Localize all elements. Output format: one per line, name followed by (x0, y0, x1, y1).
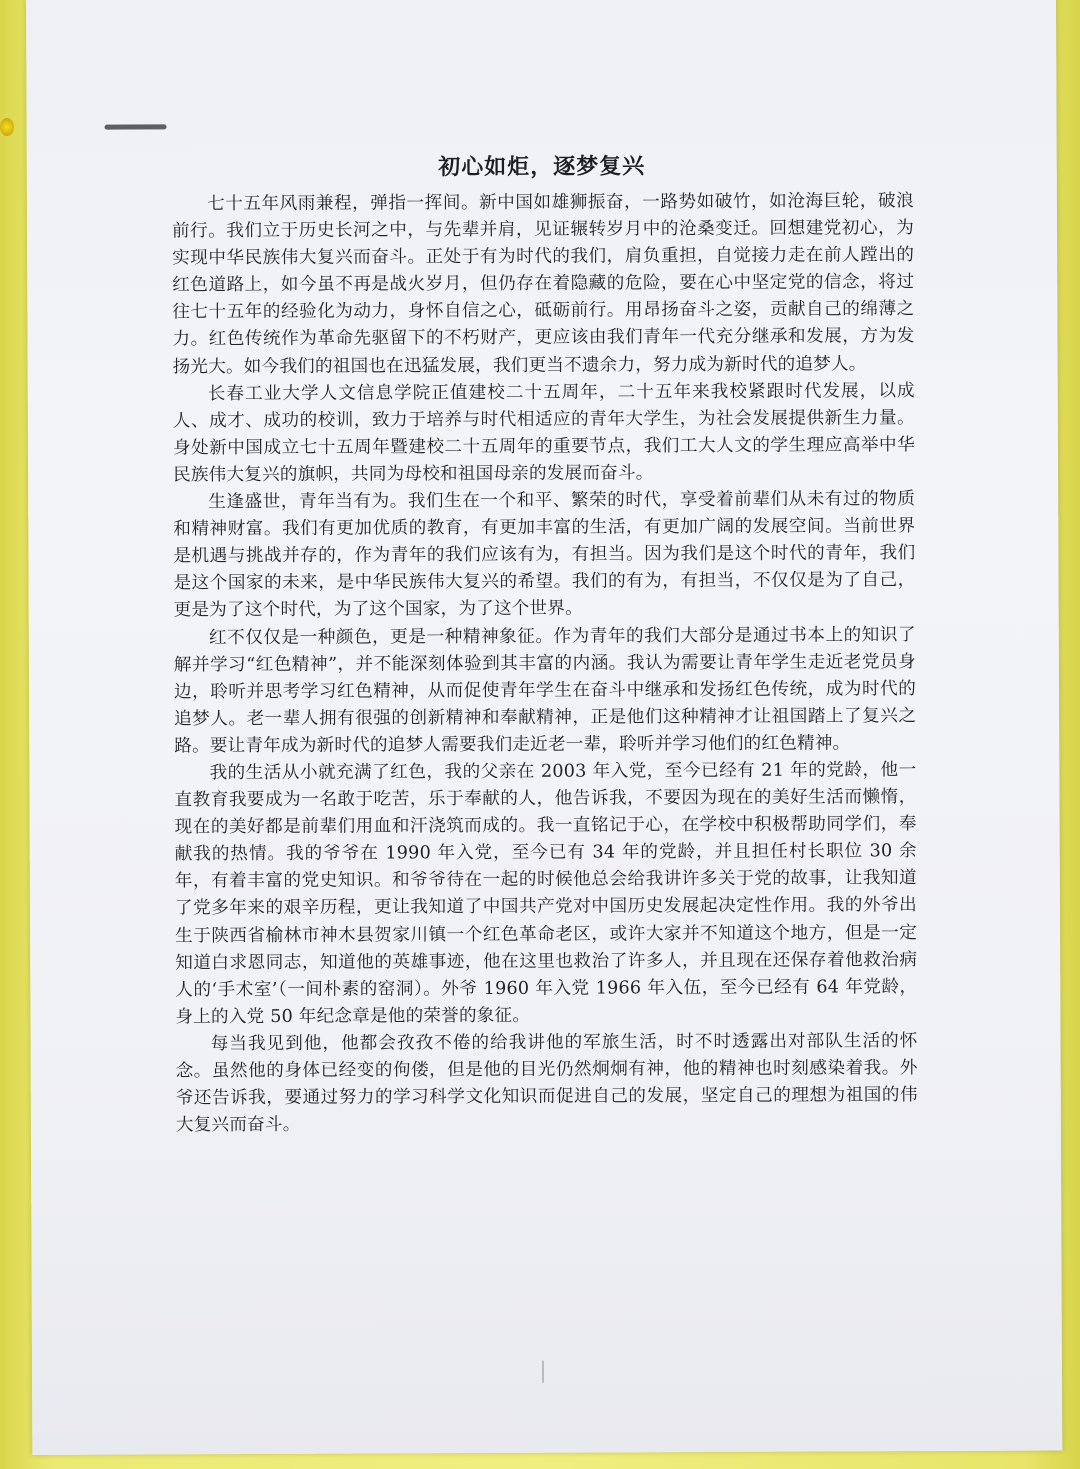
page-mark (542, 1361, 544, 1383)
document-body (172, 188, 918, 1140)
paper-sheet (26, 0, 1062, 1455)
paragraph: 我的生活从小就充满了红色，我的父亲在 2003 年入党，至今已经有 21 年的党龄，他一直教育我要成为一名敢于吃苦，乐于奉献的人，他告诉我，不要因为现在的美好生活而懒惰，现在的美好都是前辈们用血和汗浇筑而成的。我一直铭记于心，在学校中积极帮助同学们，奉献我的热情。我的爷爷在 1990 年入党，至今已有 34 年的党龄，并且担任村长职位 30 余年，有着丰富的党史知识。和爷爷待在一起的时候他总会给我讲许多关于党的故事，让我知道了党多年来的艰辛历程，更让我知道了中国共产党对中国历史发展起决定性作用。我的外爷出生于陕西省榆林市神木县贺家川镇一个红色革命老区，或许大家并不知道这个地方，但是一定知道白求恩同志，知道他的英雄事迹，他在这里也救治了许多人，并且现在还保存着他救治病人的‘手术室’（一间朴素的窑洞）。外爷 1960 年入党 1966 年入伍，至今已经有 64 年党龄，身上的入党 50 年纪念章是他的荣誉的象征。 (174, 760, 918, 1028)
paragraph: 每当我见到他，他都会孜孜不倦的给我讲他的军旅生活，时不时透露出对部队生活的怀念。虽然他的身体已经变的佝偻，但是他的目光仍然炯炯有神，他的精神也时刻感染着我。外爷还告诉我，要通过努力的学习科学文化知识而促进自己的发展，坚定自己的理想为祖国的伟大复兴而奋斗。 (175, 1031, 918, 1136)
paragraph: 长春工业大学人文信息学院正值建校二十五周年，二十五年来我校紧跟时代发展，以成人、成才、成功的校训，致力于培养与时代相适应的青年大学生，为社会发展提供新生力量。身处新中国成立七十五周年暨建校二十五周年的重要节点，我们工大人文的学生理应高举中华民族伟大复兴的旗帜，共同为母校和祖国母亲的发展而奋斗。 (172, 380, 915, 486)
binder-mark (105, 124, 167, 129)
paragraph: 红不仅仅是一种颜色，更是一种精神象征。作为青年的我们大部分是通过书本上的知识了解并学习“红色精神”，并不能深刻体验到其丰富的内涵。我认为需要让青年学生走近老党员身边，聆听并思考学习红色精神，从而促使青年学生在奋斗中继承和发扬红色传统，成为时代的追梦人。老一辈人拥有很强的创新精神和奉献精神，正是他们这种精神才让祖国踏上了复兴之路。要让青年成为新时代的追梦人需要我们走近老一辈，聆听并学习他们的红色精神。 (173, 624, 917, 757)
document-title: 初心如炬，逐梦复兴 (438, 153, 646, 181)
paragraph: 七十五年风雨兼程，弹指一挥间。新中国如雄狮振奋，一路势如破竹，如沧海巨轮，破浪前行。我们立于历史长河之中，与先辈并肩，见证辗转岁月中的沧桑变迁。回想建党初心，为实现中华民族伟大复兴而奋斗。正处于有为时代的我们，肩负重担，自觉接力走在前人蹚出的红色道路上，如今虽不再是战火岁月，但仍存在着隐藏的危险，要在心中坚定党的信念，将过往七十五年的经验化为动力，身怀自信之心，砥砺前行。用昂扬奋斗之姿，贡献自己的绵薄之力。红色传统作为革命先驱留下的不朽财产，更应该由我们青年一代充分继承和发展，方为发扬光大。如今我们的祖国也在迅猛发展，我们更当不遗余力，努力成为新时代的追梦人。 (171, 191, 915, 377)
paragraph: 生逢盛世，青年当有为。我们生在一个和平、繁荣的时代，享受着前辈们从未有过的物质和精神财富。我们有更加优质的教育，有更加丰富的生活，有更加广阔的发展空间。当前世界是机遇与挑战并存的，作为青年的我们应该有为，有担当。因为我们是这个时代的青年，我们是这个国家的未来，是中华民族伟大复兴的希望。我们的有为，有担当，不仅仅是为了自己，更是为了这个时代，为了这个国家，为了这个世界。 (173, 489, 916, 621)
flower-decoration (0, 118, 14, 136)
